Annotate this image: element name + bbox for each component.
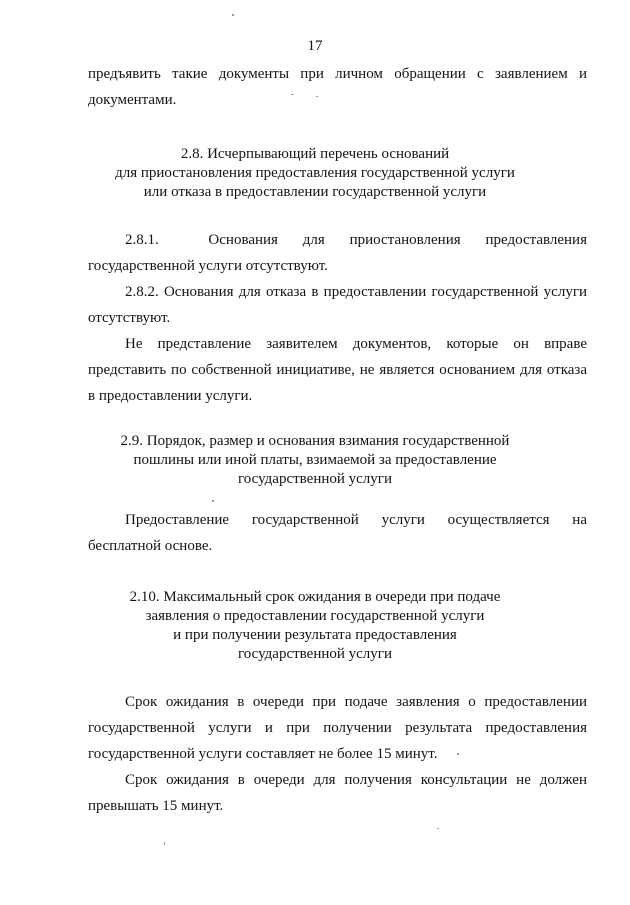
paragraph-line: представить по собственной инициативе, не является основанием для отказа — [88, 362, 587, 378]
section-heading-line: государственной услуги — [238, 646, 392, 662]
paragraph-line: 2.8.1. Основания для приостановления предоставления — [125, 232, 587, 248]
paragraph-line: Срок ожидания в очереди для получения консультации не должен — [125, 772, 587, 788]
section-heading-line: и при получении результата предоставления — [173, 627, 457, 643]
paragraph-line: бесплатной основе. — [88, 538, 213, 554]
section-heading-line: пошлины или иной платы, взимаемой за предоставление — [133, 452, 497, 468]
scan-speck — [232, 14, 234, 16]
paragraph-line: Не представление заявителем документов, которые он вправе — [125, 336, 587, 352]
scan-speck — [212, 500, 214, 502]
scan-speck — [316, 96, 318, 97]
paragraph-line: Срок ожидания в очереди при подаче заявления о предоставлении — [125, 694, 587, 710]
paragraph-line: государственной услуги составляет не более 15 минут. — [88, 746, 438, 762]
paragraph-line: в предоставлении услуги. — [88, 388, 253, 404]
section-heading-line: или отказа в предоставлении государственной услуги — [143, 184, 487, 200]
paragraph-line: Предоставление государственной услуги осуществляется на — [125, 512, 587, 528]
paragraph-line: 2.8.2. Основания для отказа в предоставлении государственной услуги — [125, 284, 587, 300]
paragraph-line: государственной услуги и при получении результата предоставления — [88, 720, 587, 736]
paragraph-line: отсутствуют. — [88, 310, 171, 326]
scan-speck — [437, 828, 439, 829]
section-heading-line: для приостановления предоставления государственной услуги — [115, 165, 515, 181]
section-heading-line: заявления о предоставлении государственной услуги — [145, 608, 485, 624]
section-heading-line: 2.10. Максимальный срок ожидания в очереди при подаче — [129, 589, 501, 605]
paragraph-line: государственной услуги отсутствуют. — [88, 258, 328, 274]
paragraph-line: превышать 15 минут. — [88, 798, 224, 814]
scan-speck — [291, 94, 294, 95]
paragraph-line: документами. — [88, 92, 177, 108]
scan-speck — [164, 842, 165, 845]
section-heading-line: 2.9. Порядок, размер и основания взимания государственной — [120, 433, 510, 449]
paragraph-line: предъявить такие документы при личном обращении с заявлением и — [88, 66, 587, 82]
page-number: 17 — [307, 38, 323, 54]
section-heading-line: государственной услуги — [238, 471, 392, 487]
scan-speck — [457, 753, 459, 755]
section-heading-line: 2.8. Исчерпывающий перечень оснований — [180, 146, 450, 162]
